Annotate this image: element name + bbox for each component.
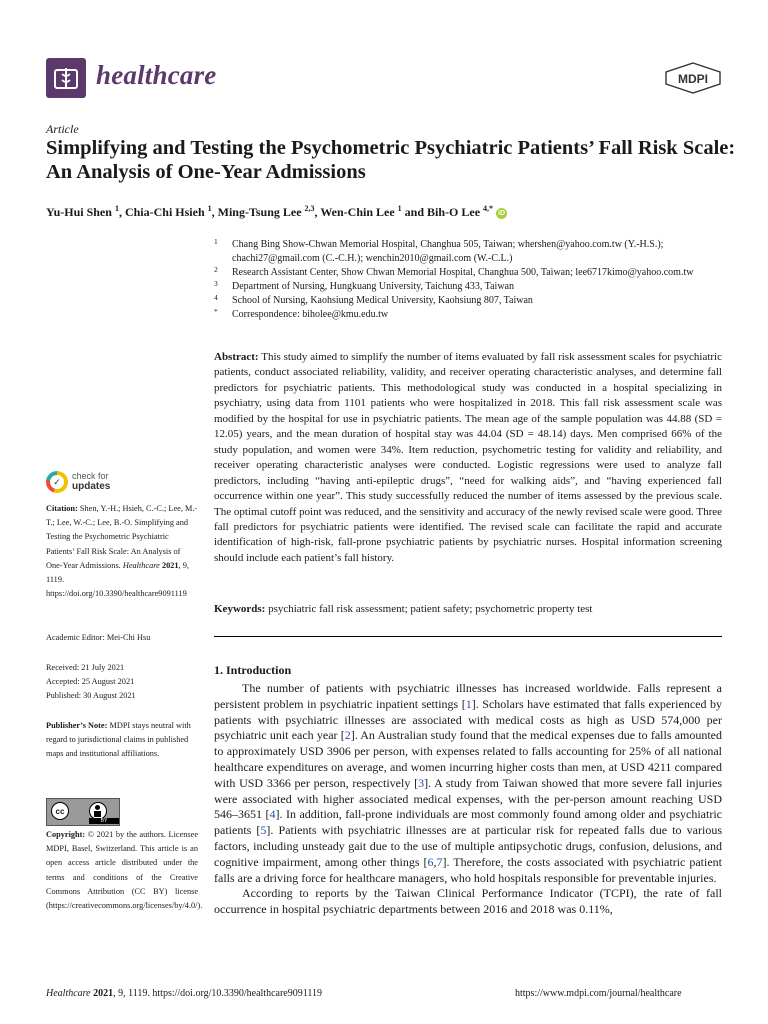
abstract (214, 350, 722, 566)
keywords-text: psychiatric fall risk assessment; patient safety; psychometric property test (268, 603, 593, 615)
paragraph-text: ]. Scholars have estimated that falls experienced by patients with psychiatric illnesses are associated with medical costs as high as USD 574,000 per psychiatric unit each year [ (214, 696, 722, 743)
paragraph-text: , (433, 854, 437, 869)
abstract-label: Abstract: (214, 351, 259, 363)
citation-year: 2021 (161, 560, 179, 570)
author-affiliation-mark: 1 (397, 204, 402, 213)
keywords (214, 602, 722, 617)
copyright-text: © 2021 by the authors. Licensee MDPI, Basel, Switzerland. This article is an open access article distributed under the terms and conditions of the Creative Commons Attribution (CC BY) license (https://creativecommons.org/licenses/by/4.0/). (46, 830, 203, 911)
publisher-note (46, 719, 198, 762)
affiliation-item (214, 280, 734, 294)
paragraph-text: The number of patients with psychiatric illnesses has increased worldwide. Falls represent a persistent problem in psychiatric inpatient settings [ (214, 681, 722, 711)
author-list: Yu-Hui Shen $^1$, Chia-Chi Hsieh $^1$, Ming-Tsung Lee $^{2,3}$, Wen-Chin Lee $^1$ and Bih-O Lee $^{4,*}$ iD (46, 204, 506, 219)
affiliation-number: 2 (214, 265, 218, 274)
academic-editor: Academic Editor: Mei-Chi Hsu (46, 633, 151, 642)
footer-year: 2021 (93, 988, 114, 999)
author-name[interactable]: Ming-Tsung Lee (217, 205, 302, 219)
publisher-logo-icon[interactable] (664, 62, 722, 94)
footer-citation (46, 988, 322, 999)
reference-link[interactable]: 2 (344, 728, 351, 743)
article-type: Article (46, 122, 79, 136)
footer-doi[interactable]: , 9, 1119. https://doi.org/10.3390/healthcare9091119 (113, 988, 322, 999)
author-name[interactable]: Chia-Chi Hsieh (124, 205, 205, 219)
journal-logo-icon (46, 58, 86, 98)
author-name[interactable]: Bih-O Lee (427, 205, 481, 219)
accepted-date: Accepted: 25 August 2021 (46, 677, 135, 687)
affiliation-text: Correspondence: biholee@kmu.edu.tw (232, 309, 389, 320)
footer-journal: Healthcare (46, 988, 91, 999)
paper-title: Simplifying and Testing the Psychometric Psychiatric Patients’ Fall Risk Scale: An Analysis of One-Year Admissions (46, 137, 736, 183)
citation-text: Shen, Y.-H.; Hsieh, C.-C.; Lee, M.-T.; Lee, W.-C.; Lee, B.-O. Simplifying and Testing the Psychometric Psychiatric Patients’ Fall Risk Scale: An Analysis of One-Year Admissions. (46, 504, 198, 570)
affiliation-item (214, 308, 734, 322)
cc-by-license-icon[interactable] (46, 798, 120, 826)
affiliation-number: 3 (214, 279, 218, 288)
paragraph-text: ]. Patients with psychiatric illnesses are at particular risk for repeated falls due to various factors, including unsteady gait due to the use of multiple antipsychotic drugs, confusion, delusions, and cognitive impairment, among other things [ (214, 823, 722, 869)
author-affiliation-mark: 2,3 (304, 204, 315, 213)
author-name[interactable]: Yu-Hui Shen (46, 205, 112, 219)
affiliation-text: Department of Nursing, Hungkuang University, Taichung 433, Taiwan (232, 281, 514, 292)
published-date: Published: 30 August 2021 (46, 691, 136, 701)
dates (46, 661, 198, 704)
affiliations (214, 238, 734, 322)
abstract-text: This study aimed to simplify the number of items evaluated by fall risk assessment scales for psychiatric patients, conduct associated reliability, validity, and receiver operating characteristic analyses, and determine fall predictors for psychiatric patients. This methodological study was conducted in a hospital specializing in psychiatry, using data from 1101 patients who were hospitalized in 2018. This fall risk assessment scale was modified by the hospital for use in psychiatric patients. The mean age of the sample population was 44.88 (SD = 12.05) years, and the mean duration of hospital stay was 44.04 (SD = 48.14) days. Men comprised 66% of the study population, and women were 34%. Item reduction, psychometric testing for validity and reliability, and receiver operating characteristic analyses were conducted. Logistic regressions were used to analyze fall predictors, including “having anti-epileptic drugs”, “need for walking aids”, and “having experienced fall occurrence within one year”. This study successfully reduced the number of items assessed by the previous scale. The optimal cutoff point was reduced, and the sensitivity and accuracy of the newly revised scale were good. Three fall predictors for psychiatric patients were identified. The revised scale can facilitate the rapid and accurate identification of high-risk, fall-prone psychiatric patients by psychiatric nurses. Hospital information screening should include each patient’s fall history. (214, 351, 723, 564)
copyright-label: Copyright: (46, 830, 86, 839)
citation-label: Citation: (46, 504, 78, 513)
section-heading: 1. Introduction (214, 663, 292, 677)
footer-journal-url[interactable]: https://www.mdpi.com/journal/healthcare (515, 988, 682, 999)
paragraph: According to reports by the Taiwan Clinical Performance Indicator (TCPI), the rate of fall occurrence in hospital psychiatric departments between 2016 and 2018 was 0.11%, (214, 886, 722, 917)
citation (46, 502, 198, 601)
paragraph-text: ]. In addition, fall-prone individuals are most commonly found among older and psychiatric patients [ (214, 807, 723, 838)
affiliation-text: Chang Bing Show-Chwan Memorial Hospital, Changhua 505, Taiwan; whershen@yahoo.com.tw (Y.-H.S.); chachi27@gmail.com (C.-C.H.); wenchin2010@gmail.com (W.-C.L.) (232, 239, 664, 264)
affiliation-text: Research Assistant Center, Show Chwan Memorial Hospital, Changhua 500, Taiwan; lee6717kimo@yahoo.com.tw (232, 267, 694, 278)
orcid-icon[interactable]: iD (498, 210, 506, 217)
publisher-note-label: Publisher’s Note: (46, 721, 108, 730)
author-name[interactable]: Wen-Chin Lee (320, 205, 395, 219)
section-divider (214, 636, 722, 637)
affiliation-item (214, 266, 734, 280)
affiliation-number: 4 (214, 293, 218, 302)
check-updates-icon: ✓ (46, 471, 68, 493)
affiliation-number: * (214, 307, 218, 316)
check-updates-line1: check for (72, 471, 109, 481)
cc-icon: cc (51, 802, 69, 820)
affiliation-number: 1 (214, 237, 218, 246)
paragraph (214, 681, 722, 886)
citation-journal: Healthcare (122, 560, 160, 570)
reference-link[interactable]: 4 (269, 807, 276, 822)
reference-link[interactable]: 6 (427, 854, 434, 869)
affiliation-item (214, 294, 734, 308)
received-date: Received: 21 July 2021 (46, 663, 125, 672)
check-for-updates-badge[interactable] (46, 471, 156, 495)
citation-volume-doi[interactable]: , 9, 1119. https://doi.org/10.3390/healthcare9091119 (46, 560, 189, 599)
affiliation-text: School of Nursing, Kaohsiung Medical University, Kaohsiung 807, Taiwan (232, 295, 533, 306)
paragraph-text: ]. An Australian study found that the medical expenses due to falls amounted to approximately USD 3906 per person, with expenses related to falls accounting for 25% of all national healthcare expenditures on average, and women incurring higher costs than men, at USD 4211 compared with USD 3366 per person, respectively [ (214, 728, 723, 790)
reference-link[interactable]: 5 (260, 823, 267, 838)
affiliation-item (214, 238, 734, 266)
check-updates-line2: updates (72, 481, 111, 492)
keywords-label: Keywords: (214, 603, 266, 615)
publisher-note-text: MDPI stays neutral with regard to jurisdictional claims in published maps and institutional affiliations. (46, 721, 191, 759)
copyright (46, 828, 203, 913)
author-affiliation-mark: 1 (114, 204, 119, 213)
author-affiliation-mark: 4,* (483, 204, 494, 213)
reference-link[interactable]: 3 (418, 775, 425, 790)
introduction-body (214, 681, 722, 918)
reference-link[interactable]: 7 (436, 854, 443, 869)
publisher-name: MDPI (678, 72, 708, 86)
by-label: BY (89, 818, 119, 824)
paragraph-text: ]. Therefore, the costs associated with psychiatric patient falls are a driving force for healthcare managers, who hold hospitals responsible for preventable injuries. (214, 854, 723, 885)
journal-name[interactable]: healthcare (96, 60, 217, 90)
paragraph-text: ]. A study from Taiwan showed that more severe fall injuries were associated with higher associated medical expenses, with the per-person amount reaching USD 546–3651 [ (214, 775, 722, 822)
reference-link[interactable]: 1 (465, 696, 472, 711)
author-affiliation-mark: 1 (207, 204, 212, 213)
